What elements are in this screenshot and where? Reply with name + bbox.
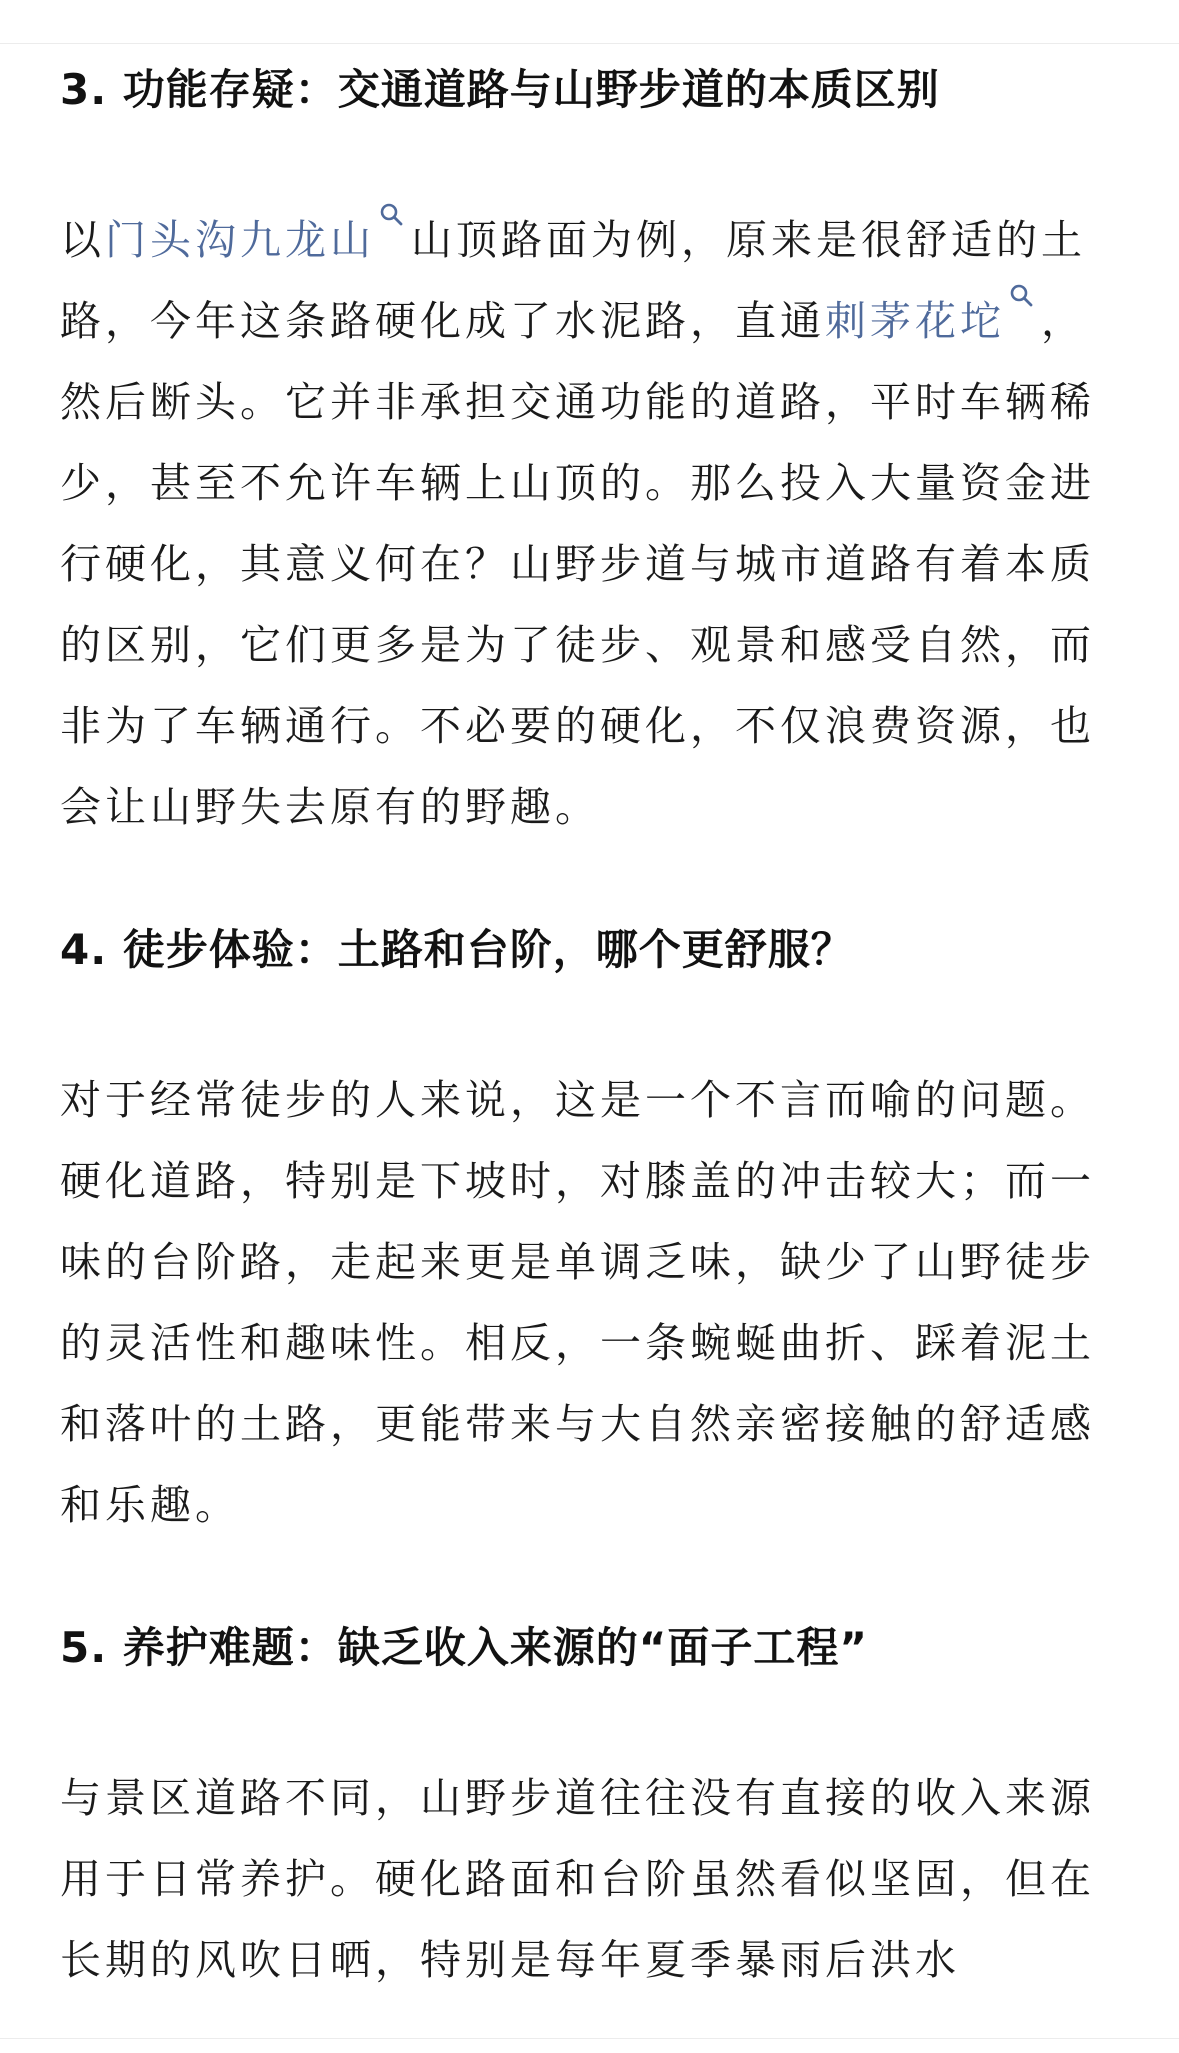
paragraph-text: ，然后断头。它并非承担交通功能的道路，平时车辆稀少，甚至不允许车辆上山顶的。那么投入大量资金进行硬化，其意义何在？山野步道与城市道路有着本质的区别，它们更多是为了徒步、观景和感受自然，而非为了车辆通行。不必要的硬化，不仅浪费资源，也会让山野失去原有的野趣。 <box>60 297 1095 831</box>
section-heading-4: 4. 徒步体验：土路和台阶，哪个更舒服？ <box>60 925 854 974</box>
search-icon[interactable] <box>1009 283 1035 313</box>
paragraph-text: 以 <box>60 216 105 264</box>
search-icon[interactable] <box>379 202 405 232</box>
article-body <box>60 42 1125 2001</box>
section-paragraph-3 <box>60 200 1125 848</box>
paragraph-text: 山顶路面为例，原来是很舒适的土路，今年这条路硬化成了水泥路，直通 <box>60 216 1086 345</box>
section-paragraph-4: 对于经常徒步的人来说，这是一个不言而喻的问题。硬化道路，特别是下坡时，对膝盖的冲击较大；而一味的台阶路，走起来更是单调乏味，缺少了山野徒步的灵活性和趣味性。相反，一条蜿蜒曲折、踩着泥土和落叶的土路，更能带来与大自然亲密接触的舒适感和乐趣。 <box>60 1076 1095 1529</box>
keyword-link-jiulongshan[interactable]: 门头沟九龙山 <box>105 216 375 264</box>
section-paragraph-5: 与景区道路不同，山野步道往往没有直接的收入来源用于日常养护。硬化路面和台阶虽然看似坚固，但在长期的风吹日晒，特别是每年夏季暴雨后洪水 <box>60 1774 1095 1984</box>
keyword-link-cimaohuatuo[interactable]: 刺茅花坨 <box>825 297 1005 345</box>
section-heading-3: 3. 功能存疑：交通道路与山野步道的本质区别 <box>60 65 940 114</box>
bottom-divider <box>0 2038 1179 2039</box>
section-heading-5: 5. 养护难题：缺乏收入来源的“面子工程” <box>60 1623 869 1672</box>
